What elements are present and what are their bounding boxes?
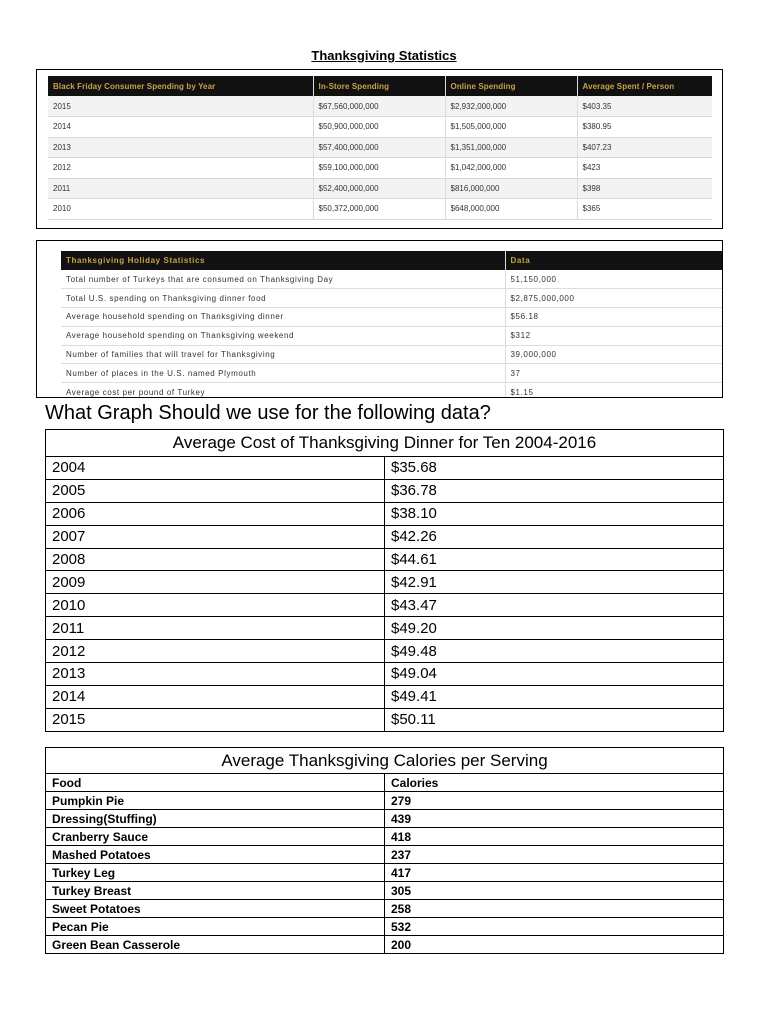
table-cell: 51,150,000: [505, 270, 723, 289]
column-header: Black Friday Consumer Spending by Year: [48, 76, 313, 96]
table-row: [46, 792, 724, 810]
table-cell: 2010: [48, 199, 313, 220]
calories-cell: 417: [385, 864, 724, 882]
table-cell: 2014: [48, 117, 313, 138]
table-row: [46, 864, 724, 882]
table-cell: 37: [505, 364, 723, 383]
table-cell: 39,000,000: [505, 345, 723, 364]
table-cell: $403.35: [577, 96, 712, 117]
table-cell: 2015: [48, 96, 313, 117]
column-header: Calories: [385, 774, 724, 792]
table-cell: Average household spending on Thanksgiving dinner: [61, 308, 505, 327]
year-cell: 2014: [46, 685, 385, 708]
year-cell: 2010: [46, 594, 385, 617]
calories-cell: 532: [385, 918, 724, 936]
cost-cell: $44.61: [385, 548, 724, 571]
table-cell: $59,100,000,000: [313, 158, 445, 179]
table-row: [46, 594, 724, 617]
table-cell: $67,560,000,000: [313, 96, 445, 117]
table-row: [46, 810, 724, 828]
column-header: Data: [505, 251, 723, 270]
cost-cell: $49.48: [385, 640, 724, 663]
calories-cell: 200: [385, 936, 724, 954]
table-row: [46, 525, 724, 548]
table-cell: $2,932,000,000: [445, 96, 577, 117]
cost-cell: $49.41: [385, 685, 724, 708]
table-cell: Total U.S. spending on Thanksgiving dinner food: [61, 289, 505, 308]
table-row: [46, 846, 724, 864]
table-cell: $57,400,000,000: [313, 137, 445, 158]
year-cell: 2009: [46, 571, 385, 594]
year-cell: 2012: [46, 640, 385, 663]
food-cell: Dressing(Stuffing): [46, 810, 385, 828]
table-cell: $648,000,000: [445, 199, 577, 220]
column-header: Thanksgiving Holiday Statistics: [61, 251, 505, 270]
table-row: [48, 158, 712, 179]
table-cell: $423: [577, 158, 712, 179]
table-row: [48, 117, 712, 138]
table-row: [48, 96, 712, 117]
table-caption-row: [46, 430, 724, 457]
dinner-cost-table: [45, 429, 724, 732]
cost-cell: $50.11: [385, 708, 724, 731]
table-cell: $56.18: [505, 308, 723, 327]
food-cell: Mashed Potatoes: [46, 846, 385, 864]
year-cell: 2005: [46, 479, 385, 502]
table-row: [46, 663, 724, 686]
table-cell: $816,000,000: [445, 178, 577, 199]
column-header: Food: [46, 774, 385, 792]
black-friday-frame: [36, 69, 723, 229]
table-row: [46, 936, 724, 954]
year-cell: 2011: [46, 617, 385, 640]
food-cell: Turkey Leg: [46, 864, 385, 882]
table-cell: 2011: [48, 178, 313, 199]
table-header-row: [61, 251, 723, 270]
calories-cell: 279: [385, 792, 724, 810]
table-row: [48, 137, 712, 158]
table-row: [61, 383, 723, 398]
table-cell: $398: [577, 178, 712, 199]
year-cell: 2015: [46, 708, 385, 731]
cost-cell: $49.20: [385, 617, 724, 640]
table-cell: 2012: [48, 158, 313, 179]
table-row: [46, 571, 724, 594]
cost-cell: $42.91: [385, 571, 724, 594]
table-cell: 2013: [48, 137, 313, 158]
year-cell: 2013: [46, 663, 385, 686]
table-cell: $52,400,000,000: [313, 178, 445, 199]
black-friday-table: [48, 76, 712, 220]
column-header: In-Store Spending: [313, 76, 445, 96]
table-row: [61, 289, 723, 308]
table-row: [61, 345, 723, 364]
table-cell: $407.23: [577, 137, 712, 158]
table-row: [48, 199, 712, 220]
document-title: Thanksgiving Statistics: [311, 48, 457, 63]
table-row: [48, 178, 712, 199]
table-cell: $380.95: [577, 117, 712, 138]
year-cell: 2004: [46, 457, 385, 480]
column-header: Average Spent / Person: [577, 76, 712, 96]
year-cell: 2006: [46, 502, 385, 525]
table-row: [61, 326, 723, 345]
table-cell: $312: [505, 326, 723, 345]
food-cell: Turkey Breast: [46, 882, 385, 900]
table-row: [61, 364, 723, 383]
cost-cell: $42.26: [385, 525, 724, 548]
calories-table: [45, 747, 724, 954]
calories-cell: 439: [385, 810, 724, 828]
food-cell: Cranberry Sauce: [46, 828, 385, 846]
table-header-row: [46, 774, 724, 792]
table-row: [46, 457, 724, 480]
table-cell: $1,042,000,000: [445, 158, 577, 179]
table-cell: Average household spending on Thanksgiving weekend: [61, 326, 505, 345]
table-cell: $50,372,000,000: [313, 199, 445, 220]
food-cell: Sweet Potatoes: [46, 900, 385, 918]
year-cell: 2008: [46, 548, 385, 571]
calories-cell: 237: [385, 846, 724, 864]
table-row: [46, 479, 724, 502]
table-cell: Number of places in the U.S. named Plymouth: [61, 364, 505, 383]
table-cell: $1.15: [505, 383, 723, 398]
cost-cell: $35.68: [385, 457, 724, 480]
table-caption: Average Cost of Thanksgiving Dinner for Ten 2004-2016: [46, 430, 724, 457]
cost-cell: $38.10: [385, 502, 724, 525]
cost-cell: $36.78: [385, 479, 724, 502]
table-row: [46, 617, 724, 640]
table-cell: Average cost per pound of Turkey: [61, 383, 505, 398]
calories-cell: 418: [385, 828, 724, 846]
food-cell: Pumpkin Pie: [46, 792, 385, 810]
table-cell: $1,505,000,000: [445, 117, 577, 138]
table-row: [46, 548, 724, 571]
table-cell: $365: [577, 199, 712, 220]
table-row: [46, 918, 724, 936]
table-row: [46, 502, 724, 525]
table-cell: $2,875,000,000: [505, 289, 723, 308]
table-row: [46, 708, 724, 731]
table-cell: Number of families that will travel for Thanksgiving: [61, 345, 505, 364]
holiday-stats-frame: [36, 240, 723, 398]
year-cell: 2007: [46, 525, 385, 548]
table-cell: $50,900,000,000: [313, 117, 445, 138]
holiday-stats-table: [61, 251, 723, 398]
table-row: [46, 900, 724, 918]
table-row: [46, 685, 724, 708]
column-header: Online Spending: [445, 76, 577, 96]
food-cell: Green Bean Casserole: [46, 936, 385, 954]
question-heading: What Graph Should we use for the following data?: [45, 402, 491, 424]
table-cell: $1,351,000,000: [445, 137, 577, 158]
food-cell: Pecan Pie: [46, 918, 385, 936]
table-row: [46, 640, 724, 663]
table-caption-row: [46, 748, 724, 774]
table-row: [46, 828, 724, 846]
calories-cell: 258: [385, 900, 724, 918]
table-cell: Total number of Turkeys that are consumed on Thanksgiving Day: [61, 270, 505, 289]
table-row: [61, 308, 723, 327]
table-row: [61, 270, 723, 289]
table-header-row: [48, 76, 712, 96]
cost-cell: $49.04: [385, 663, 724, 686]
table-row: [46, 882, 724, 900]
calories-cell: 305: [385, 882, 724, 900]
cost-cell: $43.47: [385, 594, 724, 617]
table-caption: Average Thanksgiving Calories per Serving: [46, 748, 724, 774]
